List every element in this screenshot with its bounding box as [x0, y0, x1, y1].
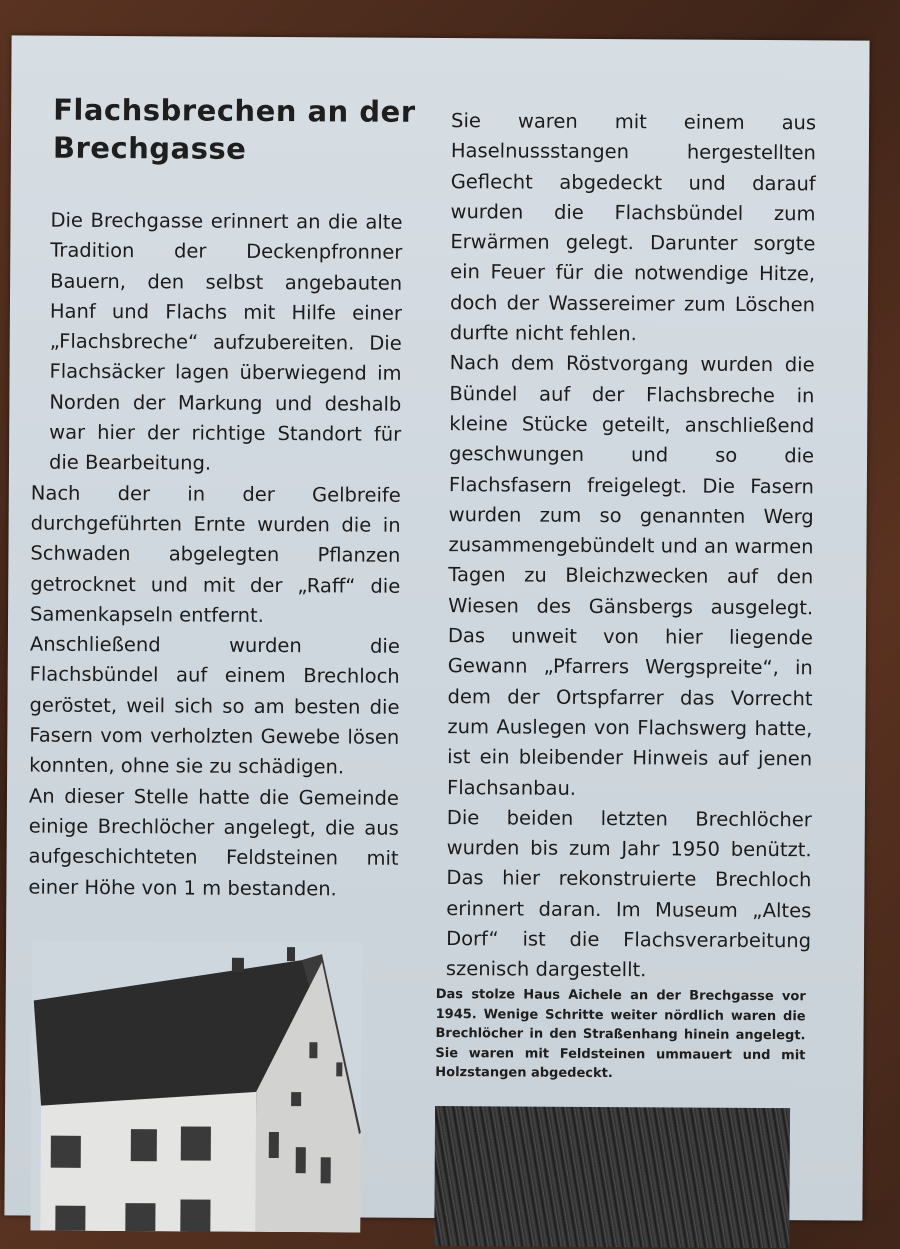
- paragraph: Anschließend wurden die Flachsbündel auf einem Brechloch geröstet, weil sich so am besten die Fasern vom verholzten Gewebe lösen konnten, ohne sie zu schädigen.: [29, 632, 400, 779]
- sign-title: Flachsbrechen an der Brechgasse: [52, 92, 416, 166]
- paragraph: Nach dem Röstvorgang wurden die Bündel auf der Flachsbreche in kleine Stücke geteilt, anschließend geschwungen und so die Flachsfasern freigelegt. Die Fasern wurden zum so genannten Werg zusammengebündelt und an warmen Tagen zu Bleichzwecken auf den Wiesen des Gänsbergs ausgelegt. Das unweit von hier liegende Gewann „Pfarrers Wergspreite“, in dem der Ortspfarrer das Vorrecht zum Auslegen von Flachswerg hatte, ist ein bleibender Hinweis auf jenen Flachsanbau.: [446, 351, 815, 800]
- landscape-photo: [434, 1106, 790, 1248]
- paragraph: Nach der in der Gelbreife durchgeführten Ernte wurden die in Schwaden abgelegten Pflanzen getrocknet und mit der „Raff“ die Samenkapseln entfernt.: [30, 481, 401, 627]
- paragraph: An dieser Stelle hatte die Gemeinde einige Brechlöcher angelegt, die aus aufgeschichteten Feldsteinen mit einer Höhe von 1 m bestanden.: [28, 784, 400, 900]
- right-text-column: [446, 106, 816, 987]
- house-photo: [30, 941, 362, 1233]
- paragraph: Die Brechgasse erinnert an die alte Tradition der Deckenpfronner Bauern, den selbst angebauten Hanf und Flachs mit Hilfe einer „Flachsbreche“ aufzubereiten. Die Flachsäcker lagen überwiegend im Norden der Markung und deshalb war hier der richtige Standort für die Bearbeitung.: [48, 208, 403, 475]
- left-text-column: [28, 206, 402, 905]
- info-sign-board: [4, 35, 869, 1220]
- paragraph: Die beiden letzten Brechlöcher wurden bis zum Jahr 1950 benützt. Das hier rekonstruierte Brechloch erinnert daran. Im Museum „Altes Dorf“ ist die Flachsverarbeitung szenisch dargestellt.: [445, 805, 812, 982]
- photo-caption: Das stolze Haus Aichele an der Brechgasse vor 1945. Wenige Schritte weiter nördlich waren die Brechlöcher in den Straßenhang hinein angelegt. Sie waren mit Feldsteinen ummauert und mit Holzstangen abgedeckt.: [435, 986, 806, 1082]
- paragraph: Sie waren mit einem aus Haselnussstangen hergestellten Geflecht abgedeckt und darauf wurden die Flachsbündel zum Erwärmen gelegt. Darunter sorgte ein Feuer für die notwendige Hitze, doch der Wassereimer zum Löschen durfte nicht fehlen.: [449, 109, 817, 346]
